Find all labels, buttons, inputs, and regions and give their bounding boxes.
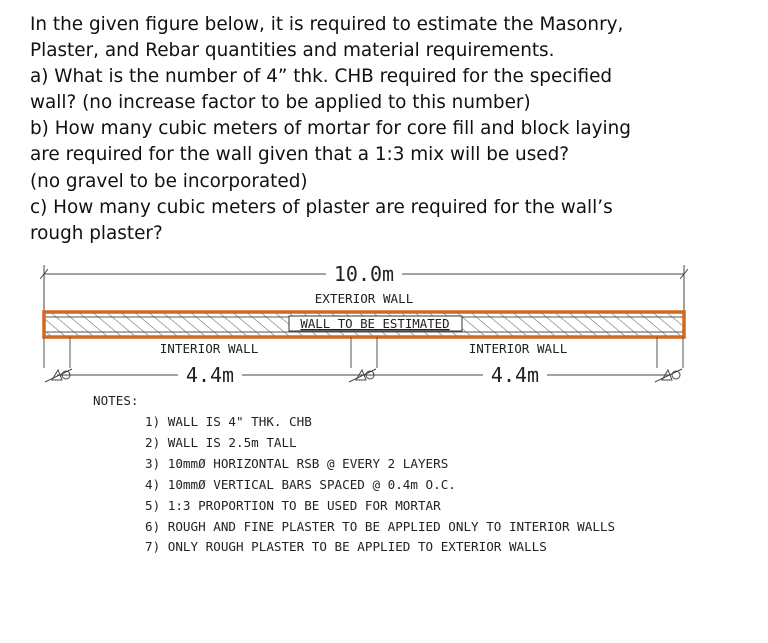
note-item: 2) WALL IS 2.5m TALL — [145, 435, 297, 450]
question-line: Plaster, and Rebar quantities and material requirements. — [30, 40, 555, 62]
note-item: 4) 10mmØ VERTICAL BARS SPACED @ 0.4m O.C. — [145, 477, 456, 492]
estimated-wall-label: WALL TO BE ESTIMATED — [300, 316, 450, 331]
left-interior-wall-label: INTERIOR WALL — [159, 341, 259, 356]
question-line: b) How many cubic meters of mortar for core fill and block laying — [30, 118, 631, 140]
note-item: 5) 1:3 PROPORTION TO BE USED FOR MORTAR — [145, 498, 441, 513]
question-line: (no gravel to be incorporated) — [30, 170, 308, 192]
left-room-dimension: 4.4m — [185, 363, 235, 387]
note-item: 3) 10mmØ HORIZONTAL RSB @ EVERY 2 LAYERS — [145, 456, 449, 471]
note-item: 7) ONLY ROUGH PLASTER TO BE APPLIED TO EXTERIOR WALLS — [145, 539, 547, 554]
question-line: a) What is the number of 4” thk. CHB required for the specified — [30, 66, 613, 88]
question-line: wall? (no increase factor to be applied to this number) — [30, 92, 531, 114]
exterior-wall-label: EXTERIOR WALL — [314, 291, 414, 306]
right-interior-wall-label: INTERIOR WALL — [468, 341, 568, 356]
notes-title: NOTES: — [93, 393, 139, 408]
note-item: 6) ROUGH AND FINE PLASTER TO BE APPLIED ONLY TO INTERIOR WALLS — [145, 519, 616, 534]
interior-wall-legs — [44, 337, 683, 368]
right-room-dimension: 4.4m — [490, 363, 540, 387]
question-line: are required for the wall given that a 1:3 mix will be used? — [30, 144, 570, 166]
question-line: rough plaster? — [30, 222, 163, 244]
overall-dimension-text: 10.0m — [333, 262, 395, 286]
question-line: c) How many cubic meters of plaster are required for the wall’s — [30, 196, 613, 218]
question-line: In the given figure below, it is required to estimate the Masonry, — [30, 14, 624, 35]
note-item: 1) WALL IS 4" THK. CHB — [145, 414, 312, 429]
